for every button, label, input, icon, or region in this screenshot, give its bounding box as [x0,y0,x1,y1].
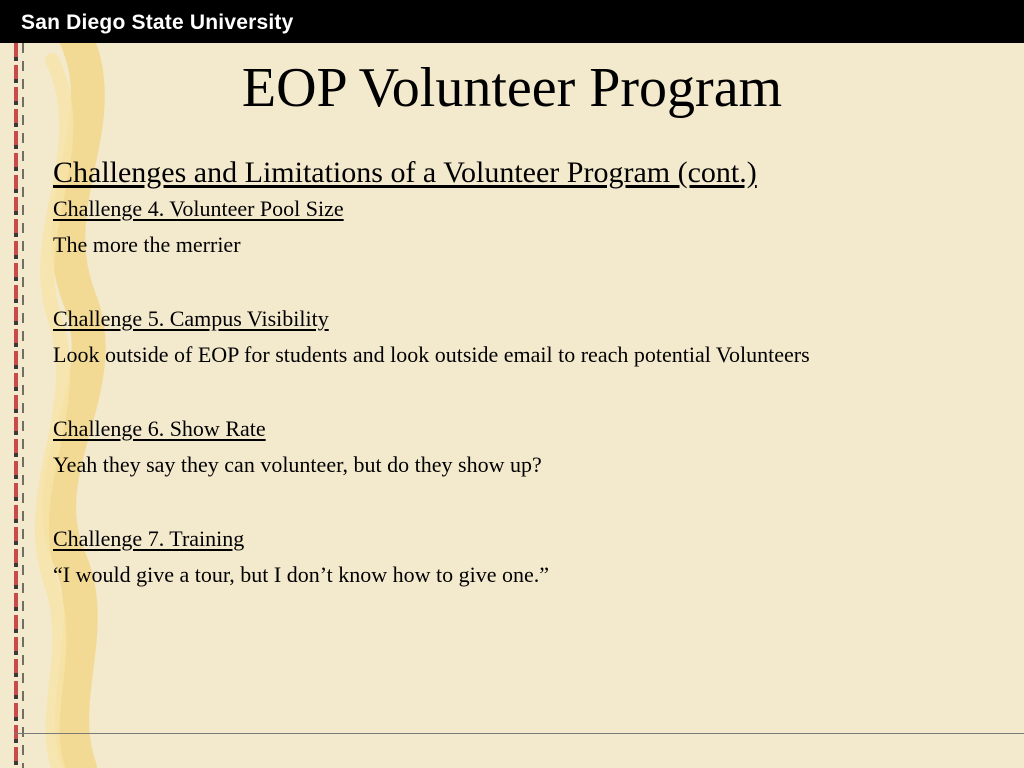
bottom-divider [14,733,1024,734]
challenge-item [53,415,1003,479]
challenge-item [53,305,1003,369]
challenge-body: Yeah they say they can volunteer, but do they show up? [53,452,542,477]
section-subheading: Challenges and Limitations of a Volunteer Program (cont.) [53,156,757,189]
challenge-item [53,195,1003,259]
decorative-dotted-line [22,43,24,768]
slide-title: EOP Volunteer Program [241,57,783,119]
challenge-body: Look outside of EOP for students and look outside email to reach potential Volunteers [53,342,810,367]
challenge-heading: Challenge 6. Show Rate [53,416,266,441]
challenge-item [53,525,1003,589]
challenge-heading: Challenge 7. Training [53,526,245,551]
challenge-heading: Challenge 5. Campus Visibility [53,306,329,331]
challenge-body: The more the merrier [53,232,241,257]
decorative-dashed-line [14,43,18,768]
header-bar [0,0,1024,43]
institution-name: San Diego State University [21,11,294,34]
challenge-body: “I would give a tour, but I don’t know how to give one.” [53,562,550,587]
slide-content [53,155,1003,589]
challenge-heading: Challenge 4. Volunteer Pool Size [53,196,344,221]
